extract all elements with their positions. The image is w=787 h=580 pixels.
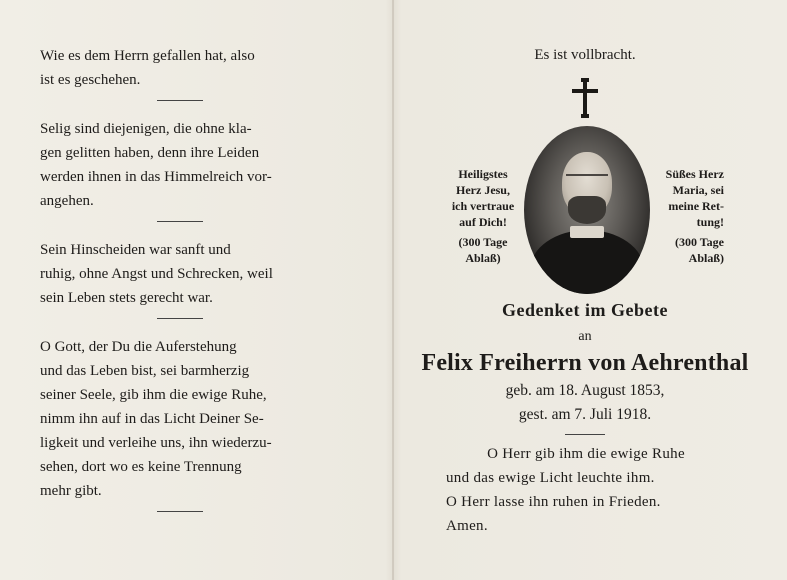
birth-date: geb. am 18. August 1853, [505,382,665,399]
motto: Es ist vollbracht. [534,47,636,63]
an-word: an [578,329,592,344]
indulgence-line: Ablaß) [465,251,501,265]
verse-line: werden ihnen in das Himmelreich vor- [40,169,272,185]
prayer-line: Süßes Herz [665,167,724,181]
prayer-right [646,166,724,266]
verse-line: Selig sind diejenigen, die ohne kla- [40,121,252,137]
prayer-line: Herz Jesu, [456,183,510,197]
prayer-left [444,166,522,266]
verse-line: mehr gibt. [40,483,102,499]
verse-paragraph [40,44,320,92]
verse-line: seiner Seele, gib ihm die ewige Ruhe, [40,387,267,403]
left-panel [40,44,320,528]
indulgence-line: Ablaß) [688,251,724,265]
verse-line: Sein Hinscheiden war sanft und [40,242,231,258]
verse-line: ligkeit und verleihe uns, ihn wiederzu- [40,435,272,451]
prayer-line: meine Ret- [668,199,724,213]
indulgence-line: (300 Tage [674,235,724,249]
gedenk-heading: Gedenket im Gebete [502,300,668,320]
verse-paragraph [40,117,320,213]
divider [565,434,605,435]
verse-paragraph [40,335,320,503]
closing-line: O Herr gib ihm die ewige Ruhe [487,446,685,462]
verse-line: sehen, dort wo es keine Trennung [40,459,242,475]
verse-line: und das Leben bist, sei barmherzig [40,363,250,379]
verse-line: angehen. [40,193,94,209]
closing-prayer [446,442,726,538]
prayer-line: auf Dich! [459,215,507,229]
prayer-line: tung! [696,215,724,229]
divider [157,318,203,319]
death-date: gest. am 7. Juli 1918. [518,406,652,423]
closing-line: und das ewige Licht leuchte ihm. [446,470,655,486]
closing-line: O Herr lasse ihn ruhen in Frieden. [446,494,661,510]
verse-line: sein Leben stets gerecht war. [40,290,213,306]
divider [157,511,203,512]
verse-line: Wie es dem Herrn gefallen hat, also [40,48,255,64]
prayer-line: Heiligstes [458,167,508,181]
prayer-line: ich vertraue [451,199,515,213]
verse-line: ruhig, ohne Angst und Schrecken, weil [40,266,273,282]
verse-line: ist es geschehen. [40,72,141,88]
closing-line: Amen. [446,518,488,534]
divider [157,100,203,101]
right-panel [420,0,750,580]
cross-icon [572,78,598,118]
verse-paragraph [40,238,320,310]
prayer-line: Maria, sei [672,183,724,197]
deceased-name: Felix Freiherrn von Aehrenthal [421,350,749,376]
divider [157,221,203,222]
portrait-photo [524,126,650,294]
verse-line: gen gelitten haben, denn ihre Leiden [40,145,260,161]
verse-line: O Gott, der Du die Auferstehung [40,339,237,355]
verse-line: nimm ihn auf in das Licht Deiner Se- [40,411,264,427]
card-fold [392,0,394,580]
indulgence-line: (300 Tage [458,235,508,249]
